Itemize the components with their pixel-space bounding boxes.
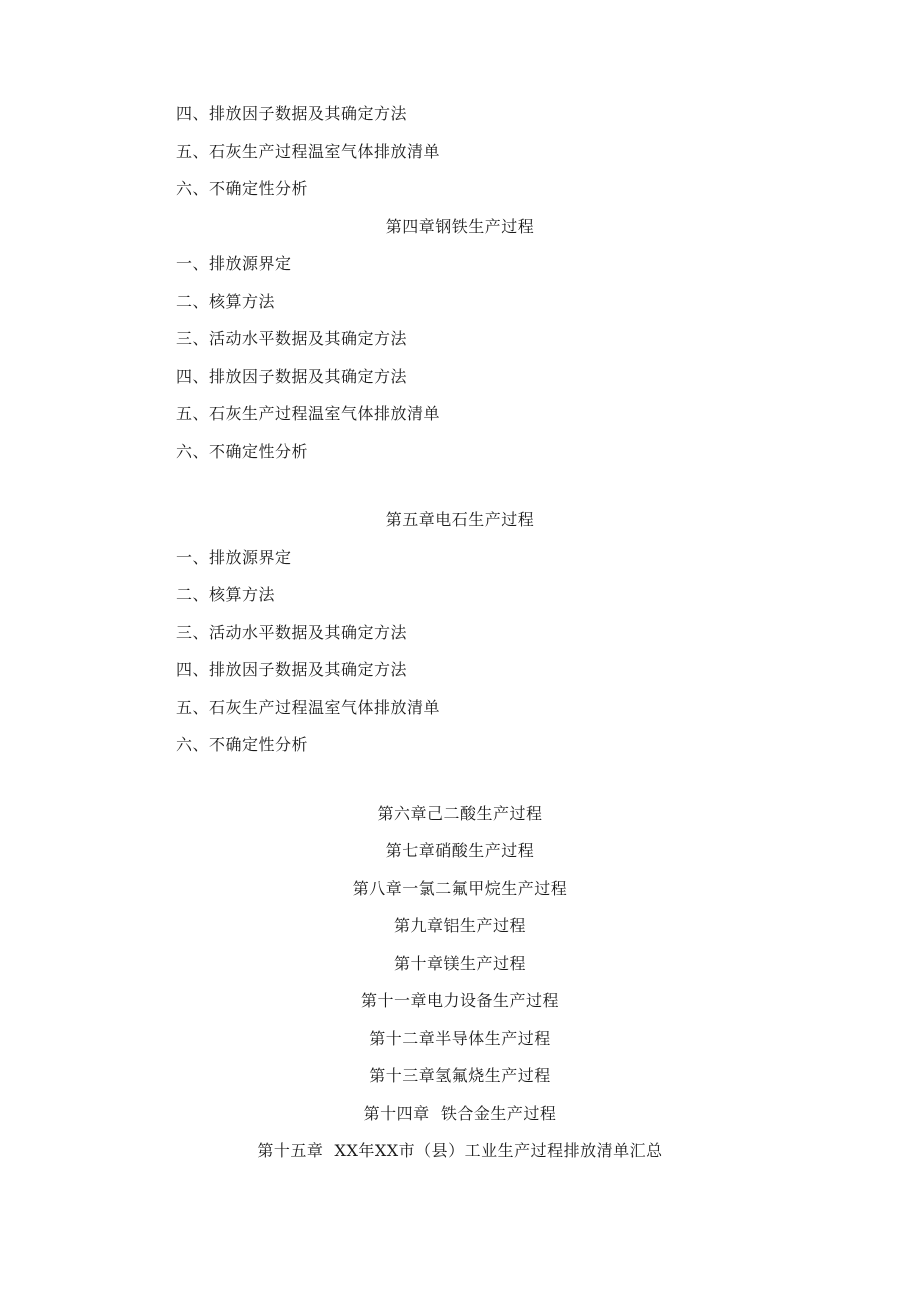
toc-item: 三、活动水平数据及其确定方法 [176,329,408,348]
toc-item: 五、石灰生产过程温室气体排放清单 [176,698,441,717]
chapter-title: 第十一章电力设备生产过程 [360,991,559,1010]
chapter-title: 第九章铝生产过程 [393,916,526,935]
toc-item: 五、石灰生产过程温室气体排放清单 [176,404,441,423]
toc-item: 四、排放因子数据及其确定方法 [176,104,408,123]
toc-item: 六、不确定性分析 [176,179,309,198]
toc-item: 一、排放源界定 [176,254,292,273]
chapter-title: 第四章钢铁生产过程 [385,217,535,236]
chapter-title: 第六章己二酸生产过程 [377,804,543,823]
chapter-title: 第十五章 XX年XX市（县）工业生产过程排放清单汇总 [257,1141,663,1160]
toc-item: 六、不确定性分析 [176,442,309,461]
toc-item: 四、排放因子数据及其确定方法 [176,367,408,386]
chapter-title: 第十章镁生产过程 [393,954,526,973]
chapter-title: 第五章电石生产过程 [385,510,535,529]
toc-item: 五、石灰生产过程温室气体排放清单 [176,142,441,161]
toc-item: 三、活动水平数据及其确定方法 [176,623,408,642]
toc-item: 二、核算方法 [176,585,276,604]
toc-item: 六、不确定性分析 [176,735,309,754]
chapter-title: 第十三章氢氟烧生产过程 [369,1066,551,1085]
chapter-title: 第七章硝酸生产过程 [385,841,535,860]
toc-item: 四、排放因子数据及其确定方法 [176,660,408,679]
chapter-title: 第十二章半导体生产过程 [369,1029,551,1048]
chapter-title: 第十四章 铁合金生产过程 [363,1104,557,1123]
toc-item: 二、核算方法 [176,292,276,311]
chapter-title: 第八章一氯二氟甲烷生产过程 [352,879,568,898]
toc-item: 一、排放源界定 [176,548,292,567]
